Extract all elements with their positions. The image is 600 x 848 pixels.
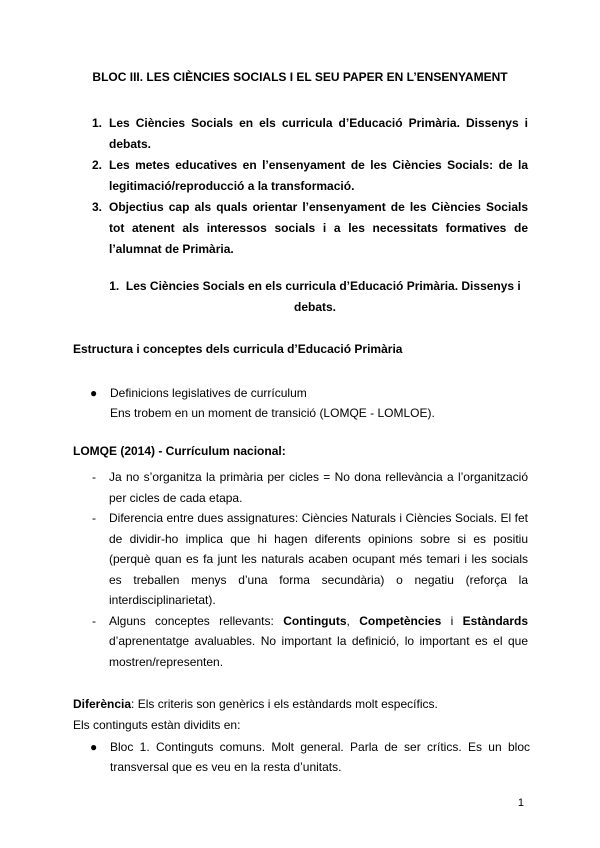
page-number: 1: [517, 797, 524, 809]
dash-text-prefix: Alguns conceptes rellevants:: [109, 613, 284, 628]
dash-icon: -: [92, 511, 96, 525]
section-number: 1.: [109, 279, 120, 293]
bullet-icon: ●: [90, 740, 98, 754]
outline-text: Les Ciències Socials en els curricula d’Educació Primària. Dissenys i debats.: [109, 116, 528, 151]
dash-item-3: [92, 611, 528, 673]
outline-list: [92, 113, 528, 260]
contents-line: Els continguts estàn dividits en:: [73, 718, 241, 732]
outline-text: Objectius cap als quals orientar l’ensenyament de les Ciències Socials tot atenent als interessos socials i a les necessitats formatives de l’alumnat de Primària.: [109, 200, 528, 256]
section-heading-line1: [100, 276, 530, 297]
dash-text: Diferencia entre dues assignatures: Ciències Naturals i Ciències Socials. El fet de dividir-ho implica que hi hagen diferents opinions sobre si es positiu (perquè quan es fa junt les naturals acaben ocupant més temari i les socials es treballen menys d’una forma secundària) o negatiu (reforça la interdisciplinarietat).: [109, 511, 528, 607]
outline-item-3: [92, 197, 528, 260]
dash-text: Ja no s’organitza la primària per cicles = No dona rellevància a l’organització per cicles de cada etapa.: [109, 470, 528, 505]
bullet-item: [90, 383, 530, 423]
concept-estandards: Estàndards: [462, 613, 529, 628]
section-heading: [100, 276, 530, 318]
outline-text: Les metes educatives en l’ensenyament de les Ciències Socials: de la legitimació/reproducció a la transformació.: [109, 158, 528, 193]
lomqe-heading: LOMQE (2014) - Currículum nacional:: [73, 444, 286, 458]
concept-continguts: Continguts: [283, 613, 347, 628]
bullet-line2: Ens trobem en un moment de transició (LOMQE - LOMLOE).: [110, 406, 435, 420]
outline-number: 1.: [92, 116, 103, 130]
difference-text: : Els criteris son genèrics i els estàndards molt específics.: [131, 697, 438, 711]
section-heading-text: Les Ciències Socials en els curricula d’Educació Primària. Dissenys i: [125, 279, 521, 293]
structure-heading: Estructura i conceptes dels curricula d’Educació Primària: [73, 342, 403, 356]
outline-number: 2.: [92, 158, 103, 172]
document-title: BLOC III. LES CIÈNCIES SOCIALS I EL SEU PAPER EN L’ENSENYAMENT: [92, 70, 508, 84]
concept-competencies: Competències: [359, 613, 442, 628]
dash-icon: -: [92, 613, 96, 628]
difference-label: Diferència: [73, 697, 132, 711]
section-heading-line2: debats.: [293, 300, 336, 314]
separator: ,: [346, 613, 360, 628]
dash-item-2: [92, 508, 528, 611]
outline-item-2: [92, 155, 528, 197]
dash-text-rest: d’aprenentatge avaluables. No important la definició, lo important es el que mostren/representen.: [109, 634, 528, 669]
outline-number: 3.: [92, 200, 103, 214]
dash-icon: -: [92, 470, 96, 484]
bloc1-item: [90, 737, 530, 777]
bullet-icon: ●: [90, 386, 98, 400]
difference-line: [73, 694, 533, 714]
dash-list: [92, 467, 528, 672]
dash-item-1: [92, 467, 528, 508]
bullet-line1: Definicions legislatives de currículum: [110, 386, 307, 400]
bloc1-text: Bloc 1. Continguts comuns. Molt general. Parla de ser crítics. Es un bloc transversal que es veu en la resta d’unitats.: [110, 740, 530, 774]
outline-item-1: [92, 113, 528, 155]
separator: i: [441, 613, 463, 628]
